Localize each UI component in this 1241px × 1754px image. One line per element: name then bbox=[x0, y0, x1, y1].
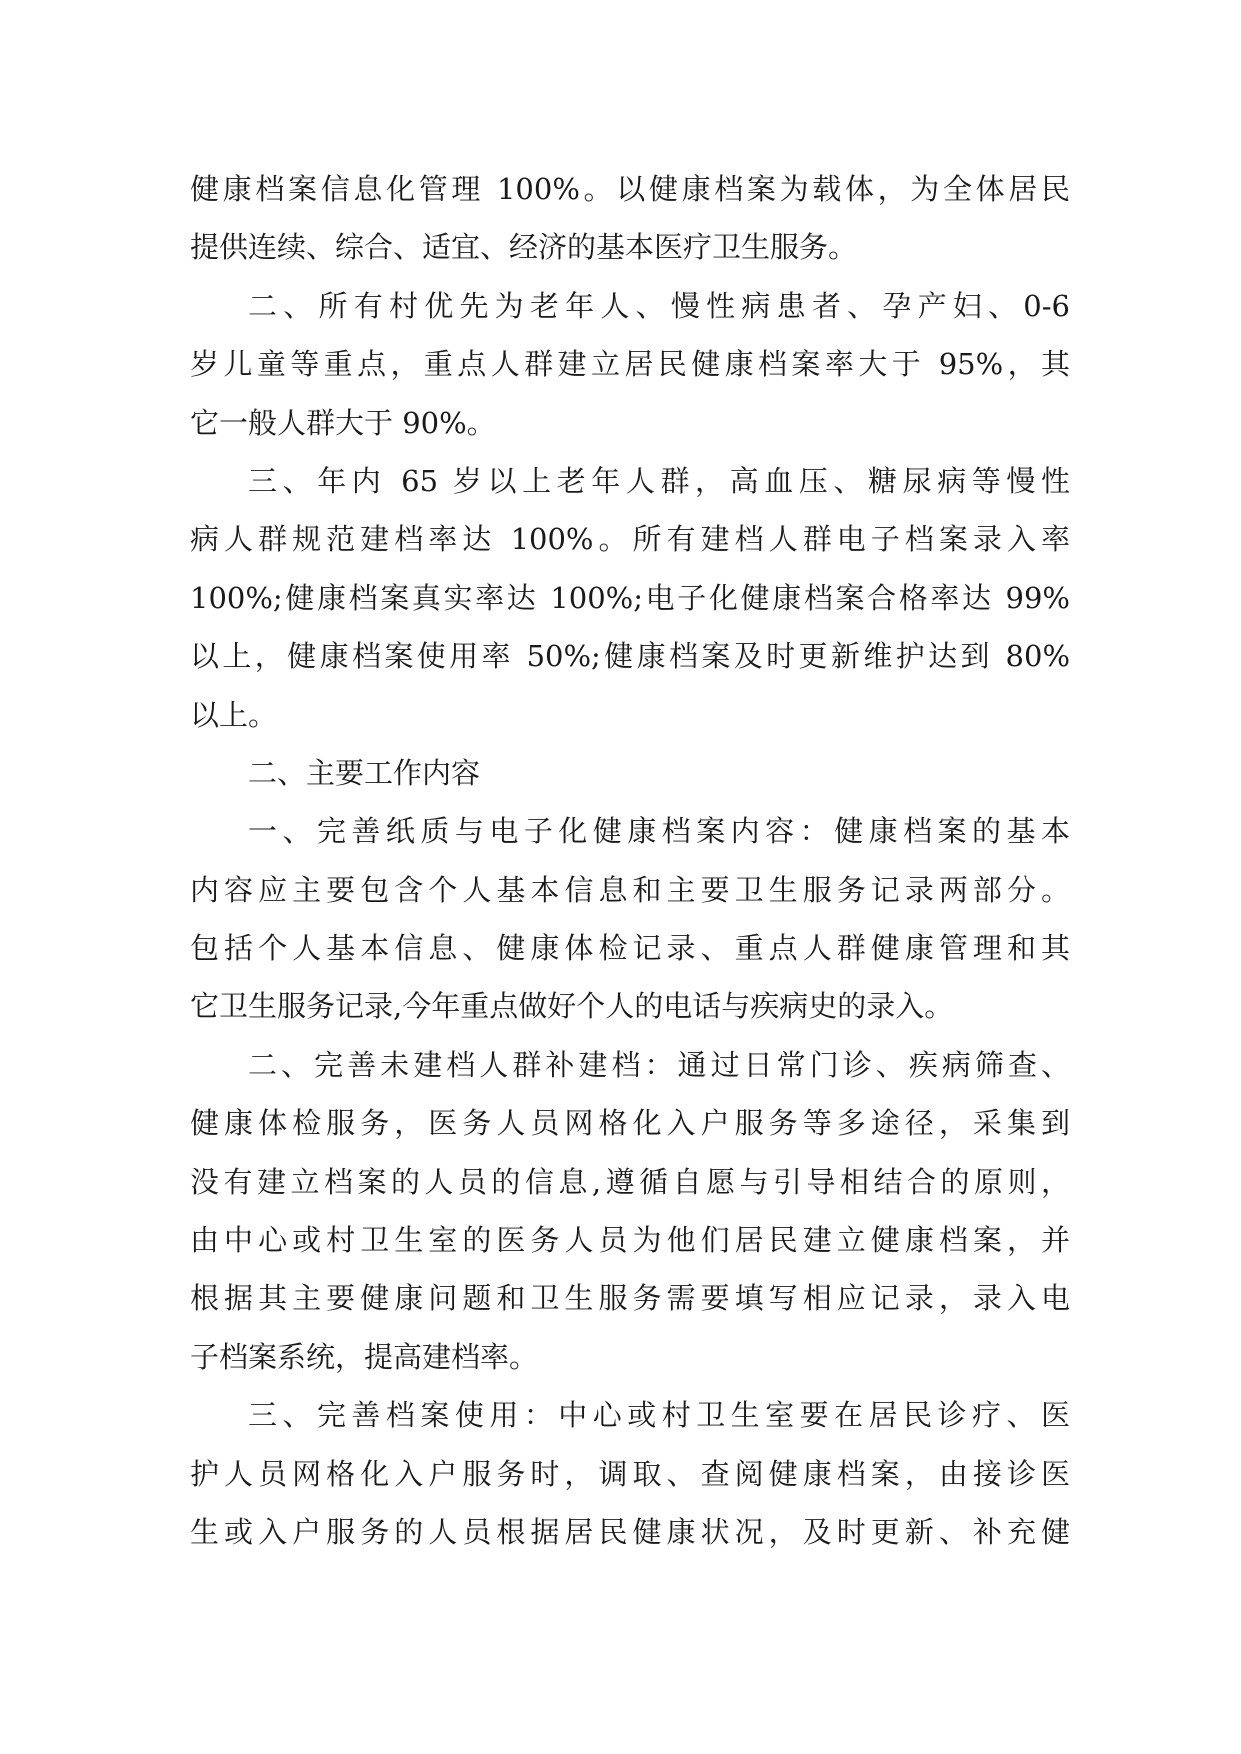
text-line: 健康体检服务，医务人员网格化入户服务等多途径，采集到 bbox=[190, 1106, 1070, 1141]
text-line: 根据其主要健康问题和卫生服务需要填写相应记录，录入电 bbox=[190, 1281, 1070, 1316]
text-line: 内容应主要包含个人基本信息和主要卫生服务记录两部分。 bbox=[190, 872, 1070, 907]
text-line: 病人群规范建档率达 100%。所有建档人群电子档案录入率 bbox=[190, 522, 1070, 557]
paragraph-start-line: 三、完善档案使用：中心或村卫生室要在居民诊疗、医 bbox=[248, 1398, 1070, 1433]
text-line: 它卫生服务记录,今年重点做好个人的电话与疾病史的录入。 bbox=[190, 989, 954, 1024]
text-line: 护人员网格化入户服务时，调取、查阅健康档案，由接诊医 bbox=[190, 1456, 1070, 1491]
paragraph-start-line: 一、完善纸质与电子化健康档案内容：健康档案的基本 bbox=[248, 814, 1070, 849]
text-line: 健康档案信息化管理 100%。以健康档案为载体，为全体居民 bbox=[190, 172, 1070, 206]
text-line: 岁儿童等重点，重点人群建立居民健康档案率大于 95%，其 bbox=[190, 347, 1070, 382]
text-line: 生或入户服务的人员根据居民健康状况，及时更新、补充健 bbox=[190, 1514, 1070, 1549]
paragraph-start-line: 二、所有村优先为老年人、慢性病患者、孕产妇、0-6 bbox=[248, 288, 1070, 323]
paragraph-start-line: 三、年内 65 岁以上老年人群，高血压、糖尿病等慢性 bbox=[248, 463, 1070, 498]
text-line: 它一般人群大于 90%。 bbox=[190, 405, 496, 440]
text-line: 包括个人基本信息、健康体检记录、重点人群健康管理和其 bbox=[190, 931, 1070, 966]
text-line: 100%;健康档案真实率达 100%;电子化健康档案合格率达 99% bbox=[190, 580, 1070, 615]
text-line: 没有建立档案的人员的信息,遵循自愿与引导相结合的原则， bbox=[190, 1164, 1070, 1199]
section-heading: 二、主要工作内容 bbox=[248, 755, 481, 790]
body-text bbox=[190, 160, 1070, 1561]
paragraph-start-line: 二、完善未建档人群补建档：通过日常门诊、疾病筛查、 bbox=[248, 1047, 1070, 1082]
text-line: 提供连续、综合、适宜、经济的基本医疗卫生服务。 bbox=[190, 230, 858, 265]
text-line: 以上。 bbox=[190, 697, 278, 732]
text-line: 以上，健康档案使用率 50%;健康档案及时更新维护达到 80% bbox=[190, 639, 1070, 674]
text-line: 子档案系统，提高建档率。 bbox=[190, 1339, 539, 1374]
text-line: 由中心或村卫生室的医务人员为他们居民建立健康档案，并 bbox=[190, 1223, 1070, 1258]
